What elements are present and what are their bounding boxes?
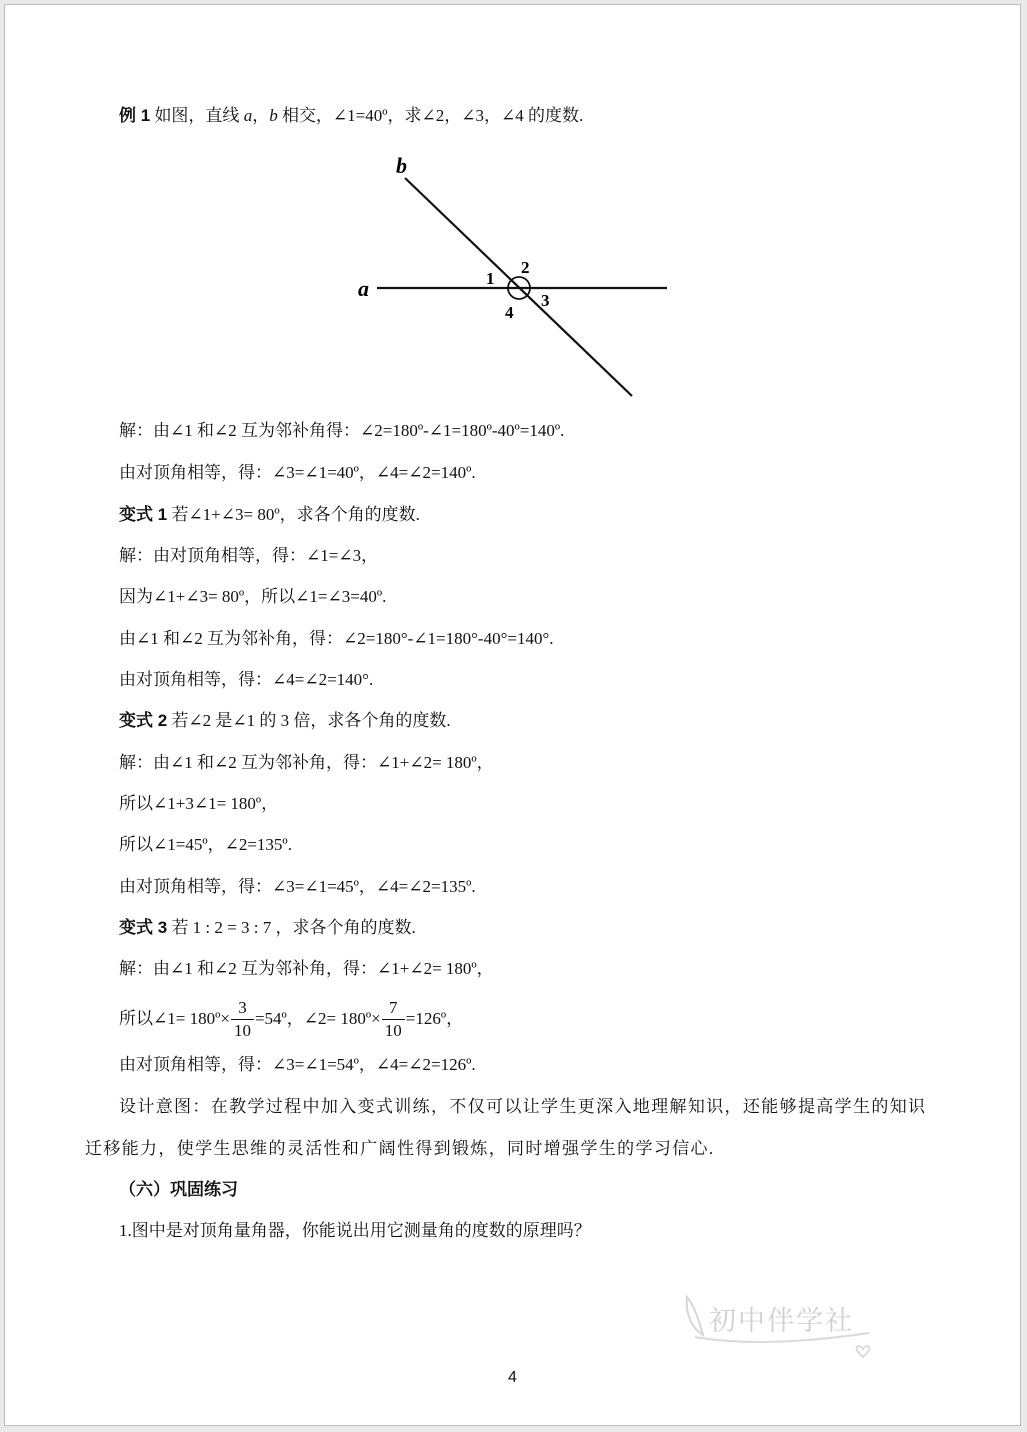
example1-text: 如图，直线 xyxy=(154,106,244,125)
watermark-heart-icon xyxy=(856,1346,869,1357)
fraction-numerator: 3 xyxy=(231,997,254,1020)
line-a-var: a xyxy=(243,106,253,125)
fraction-3-10 xyxy=(231,997,254,1042)
solution-line: 解：由∠1 和∠2 互为邻补角，得：∠1+∠2= 180º， xyxy=(119,959,494,978)
fraction-solution-line xyxy=(119,995,463,1043)
intersecting-lines-figure xyxy=(345,153,685,403)
solution-line: 由对顶角相等，得：∠3=∠1=54º，∠4=∠2=126º. xyxy=(119,1055,476,1074)
frac-line-part1: 所以∠1= 180º× xyxy=(119,1009,230,1028)
angle-3-label: 3 xyxy=(541,291,550,310)
fraction-denominator: 10 xyxy=(384,1020,402,1040)
variant1-label: 变式 1 xyxy=(119,505,168,524)
variant3-statement xyxy=(119,916,416,940)
fraction-denominator: 10 xyxy=(233,1020,251,1040)
section-heading xyxy=(119,1178,238,1202)
example1-sep: ， xyxy=(252,106,270,125)
fraction-numerator: 7 xyxy=(382,997,405,1020)
label-b: b xyxy=(396,153,407,178)
variant1-statement xyxy=(119,503,420,527)
variant2-statement xyxy=(119,709,451,733)
example1-statement xyxy=(119,104,583,128)
document-page xyxy=(4,4,1021,1426)
fraction-7-10 xyxy=(382,997,405,1042)
page-number: 4 xyxy=(508,1369,517,1386)
solution-line: 解：由∠1 和∠2 互为邻补角得：∠2=180º-∠1=180º-40º=140º. xyxy=(119,421,565,440)
example1-question: 相交，∠1=40º，求∠2，∠3，∠4 的度数. xyxy=(277,106,584,125)
solution-line: 所以∠1+3∠1= 180º， xyxy=(119,794,279,813)
solution-line: 解：由∠1 和∠2 互为邻补角，得：∠1+∠2= 180º， xyxy=(119,753,494,772)
variant2-label: 变式 2 xyxy=(119,711,168,730)
label-a: a xyxy=(358,276,369,301)
watermark-text: 初中伴学社 xyxy=(709,1306,854,1337)
section6-heading-text: （六）巩固练习 xyxy=(119,1180,238,1199)
design-intent-line1: 设计意图：在教学过程中加入变式训练，不仅可以让学生更深入地理解知识，还能够提高学生的知识 xyxy=(119,1097,927,1116)
variant1-text: 若∠1+∠3= 80º，求各个角的度数. xyxy=(167,505,420,524)
frac-line-part3: =126º， xyxy=(405,1009,464,1028)
line-b-var: b xyxy=(269,106,278,125)
variant3-label: 变式 3 xyxy=(119,918,168,937)
solution-line: 由对顶角相等，得：∠3=∠1=45º，∠4=∠2=135º. xyxy=(119,877,476,896)
example1-label: 例 1 xyxy=(119,106,151,125)
watermark-leaf-icon xyxy=(687,1297,703,1335)
solution-line: 因为∠1+∠3= 80º，所以∠1=∠3=40º. xyxy=(119,587,387,606)
solution-line: 解：由对顶角相等，得：∠1=∠3， xyxy=(119,546,379,565)
exercise-question-1: 1.图中是对顶角量角器，你能说出用它测量角的度数的原理吗？ xyxy=(119,1221,591,1240)
variant2-text: 若∠2 是∠1 的 3 倍，求各个角的度数. xyxy=(167,711,451,730)
frac-line-part2: =54º，∠2= 180º× xyxy=(254,1009,381,1028)
design-intent-line2: 迁移能力，使学生思维的灵活性和广阔性得到锻炼，同时增强学生的学习信心. xyxy=(85,1139,715,1158)
solution-line: 所以∠1=45º，∠2=135º. xyxy=(119,835,292,854)
variant3-text: 若 1 : 2 = 3 : 7 ，求各个角的度数. xyxy=(167,918,416,937)
solution-line: 由对顶角相等，得：∠4=∠2=140°. xyxy=(119,670,374,689)
angle-4-label: 4 xyxy=(505,303,514,322)
solution-line: 由对顶角相等，得：∠3=∠1=40º，∠4=∠2=140º. xyxy=(119,463,476,482)
watermark-logo xyxy=(681,1285,881,1365)
solution-line: 由∠1 和∠2 互为邻补角，得：∠2=180°-∠1=180°-40°=140°. xyxy=(119,629,554,648)
angle-2-label: 2 xyxy=(521,258,530,277)
angle-1-label: 1 xyxy=(486,269,495,288)
